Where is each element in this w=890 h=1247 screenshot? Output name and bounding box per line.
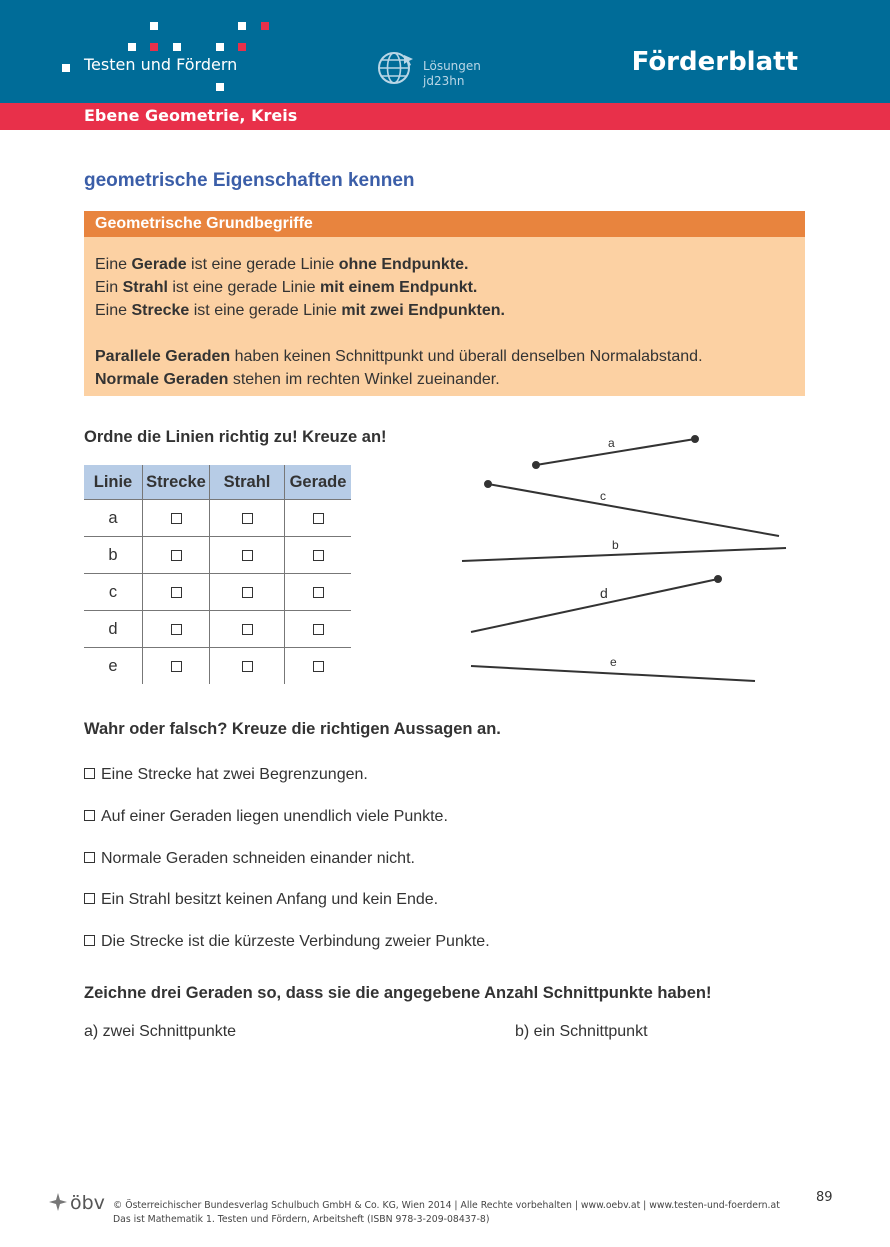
- table-row: [84, 611, 351, 648]
- checkbox[interactable]: [84, 810, 95, 821]
- table-cell: [285, 648, 352, 685]
- column-header: Strahl: [210, 465, 285, 500]
- checkbox[interactable]: [313, 587, 324, 598]
- table-row: [84, 574, 351, 611]
- info-text: stehen im rechten Winkel zueinander.: [228, 371, 500, 388]
- table-cell: [143, 611, 210, 648]
- info-bold-term: mit einem Endpunkt.: [320, 279, 478, 296]
- line-label-e: e: [610, 655, 617, 669]
- copyright-line: © Österreichischer Bundesverlag Schulbuch GmbH & Co. KG, Wien 2014 | Alle Rechte vorbehalten | www.oebv.at | www.testen-und-foerdern.at: [113, 1200, 780, 1211]
- table-cell: [143, 500, 210, 537]
- checkbox[interactable]: [84, 893, 95, 904]
- line-b: [462, 548, 786, 561]
- assignment-table: [84, 465, 351, 684]
- table-row: [84, 537, 351, 574]
- lines-figure: [455, 420, 795, 695]
- line-label-b: b: [612, 538, 619, 552]
- row-label: e: [84, 648, 143, 685]
- table-row: [84, 648, 351, 685]
- checkbox[interactable]: [171, 550, 182, 561]
- table-cell: [143, 648, 210, 685]
- table-cell: [285, 611, 352, 648]
- publisher-logo: öbv: [70, 1192, 105, 1214]
- info-text: haben keinen Schnittpunkt und überall denselben Normalabstand.: [230, 348, 703, 365]
- info-text: Eine: [95, 256, 132, 273]
- table-cell: [210, 500, 285, 537]
- table-cell: [210, 611, 285, 648]
- info-line: [95, 253, 794, 276]
- statement-text: Eine Strecke hat zwei Begrenzungen.: [101, 766, 368, 783]
- row-label: a: [84, 500, 143, 537]
- info-bold-term: Parallele Geraden: [95, 348, 231, 365]
- globe-icon: [377, 49, 415, 87]
- statement-text: Normale Geraden schneiden einander nicht.: [101, 850, 415, 867]
- info-line: [95, 345, 794, 368]
- info-box-title: Geometrische Grundbegriffe: [84, 211, 805, 237]
- checkbox[interactable]: [242, 587, 253, 598]
- row-label: b: [84, 537, 143, 574]
- checkbox[interactable]: [84, 768, 95, 779]
- endpoint: [485, 481, 491, 487]
- row-label: c: [84, 574, 143, 611]
- checkbox[interactable]: [242, 661, 253, 672]
- solutions-code: jd23hn: [423, 74, 465, 88]
- checkbox[interactable]: [171, 661, 182, 672]
- page-number: 89: [816, 1190, 833, 1205]
- task2-instruction: Wahr oder falsch? Kreuze die richtigen Aussagen an.: [84, 720, 501, 738]
- line-a: [536, 439, 695, 465]
- statement-text: Ein Strahl besitzt keinen Anfang und kein Ende.: [101, 891, 439, 908]
- row-label: d: [84, 611, 143, 648]
- task3-instruction: Zeichne drei Geraden so, dass sie die angegebene Anzahl Schnittpunkte haben!: [84, 984, 712, 1002]
- table-cell: [143, 574, 210, 611]
- table-row: [84, 500, 351, 537]
- info-box: [84, 211, 805, 396]
- checkbox[interactable]: [242, 513, 253, 524]
- endpoint: [692, 436, 698, 442]
- line-c: [488, 484, 779, 536]
- sheet-title: Förderblatt: [631, 47, 798, 77]
- checkbox[interactable]: [313, 513, 324, 524]
- table-cell: [210, 574, 285, 611]
- column-header: Gerade: [285, 465, 352, 500]
- info-line: [95, 276, 794, 299]
- endpoint: [715, 576, 721, 582]
- line-d: [471, 579, 718, 632]
- info-bold-term: ohne Endpunkte.: [338, 256, 469, 273]
- table-cell: [143, 537, 210, 574]
- header-banner: [0, 0, 890, 104]
- checkbox[interactable]: [171, 624, 182, 635]
- publisher-star-icon: [48, 1192, 68, 1212]
- checkbox[interactable]: [242, 550, 253, 561]
- checkbox[interactable]: [313, 550, 324, 561]
- statement-item: [84, 891, 438, 909]
- column-header: Strecke: [143, 465, 210, 500]
- table-cell: [210, 648, 285, 685]
- brand-name: Testen und Fördern: [84, 55, 238, 74]
- checkbox[interactable]: [84, 935, 95, 946]
- task1-instruction: Ordne die Linien richtig zu! Kreuze an!: [84, 428, 387, 446]
- book-line: Das ist Mathematik 1. Testen und Fördern, Arbeitsheft (ISBN 978-3-209-08437-8): [113, 1214, 490, 1225]
- statement-text: Auf einer Geraden liegen unendlich viele Punkte.: [101, 808, 448, 825]
- statement-item: [84, 808, 448, 826]
- info-bold-term: Normale Geraden: [95, 371, 229, 388]
- checkbox[interactable]: [171, 587, 182, 598]
- info-bold-term: Strecke: [131, 302, 190, 319]
- info-bold-term: Gerade: [131, 256, 187, 273]
- endpoint: [533, 462, 539, 468]
- topic-title: Ebene Geometrie, Kreis: [84, 106, 298, 125]
- info-bold-term: mit zwei Endpunkten.: [341, 302, 505, 319]
- checkbox[interactable]: [313, 661, 324, 672]
- task3-part-b: b) ein Schnittpunkt: [515, 1023, 648, 1040]
- line-label-d: d: [600, 585, 608, 601]
- line-label-a: a: [608, 436, 615, 450]
- checkbox[interactable]: [171, 513, 182, 524]
- info-line: [95, 299, 794, 322]
- info-text: Ein: [95, 279, 123, 296]
- solutions-label: Lösungen: [423, 59, 481, 73]
- line-label-c: c: [600, 489, 606, 503]
- info-text: ist eine gerade Linie: [167, 279, 321, 296]
- info-line: [95, 368, 794, 391]
- checkbox[interactable]: [84, 852, 95, 863]
- info-text: Eine: [95, 302, 132, 319]
- info-bold-term: Strahl: [122, 279, 168, 296]
- info-box-body: [84, 237, 805, 391]
- table-cell: [210, 537, 285, 574]
- task3-part-a: a) zwei Schnittpunkte: [84, 1023, 237, 1040]
- footer-text: [113, 1199, 780, 1227]
- statement-item: [84, 766, 368, 784]
- column-header: Linie: [84, 465, 143, 500]
- info-text: ist eine gerade Linie: [186, 256, 339, 273]
- table-cell: [285, 500, 352, 537]
- statement-item: [84, 933, 490, 951]
- table-cell: [285, 574, 352, 611]
- info-text: ist eine gerade Linie: [189, 302, 342, 319]
- solutions-link[interactable]: [423, 59, 481, 89]
- topic-bar: [0, 103, 890, 130]
- checkbox[interactable]: [242, 624, 253, 635]
- table-cell: [285, 537, 352, 574]
- statement-text: Die Strecke ist die kürzeste Verbindung zweier Punkte.: [101, 933, 490, 950]
- checkbox[interactable]: [313, 624, 324, 635]
- statement-item: [84, 850, 415, 868]
- section-title: geometrische Eigenschaften kennen: [84, 170, 415, 191]
